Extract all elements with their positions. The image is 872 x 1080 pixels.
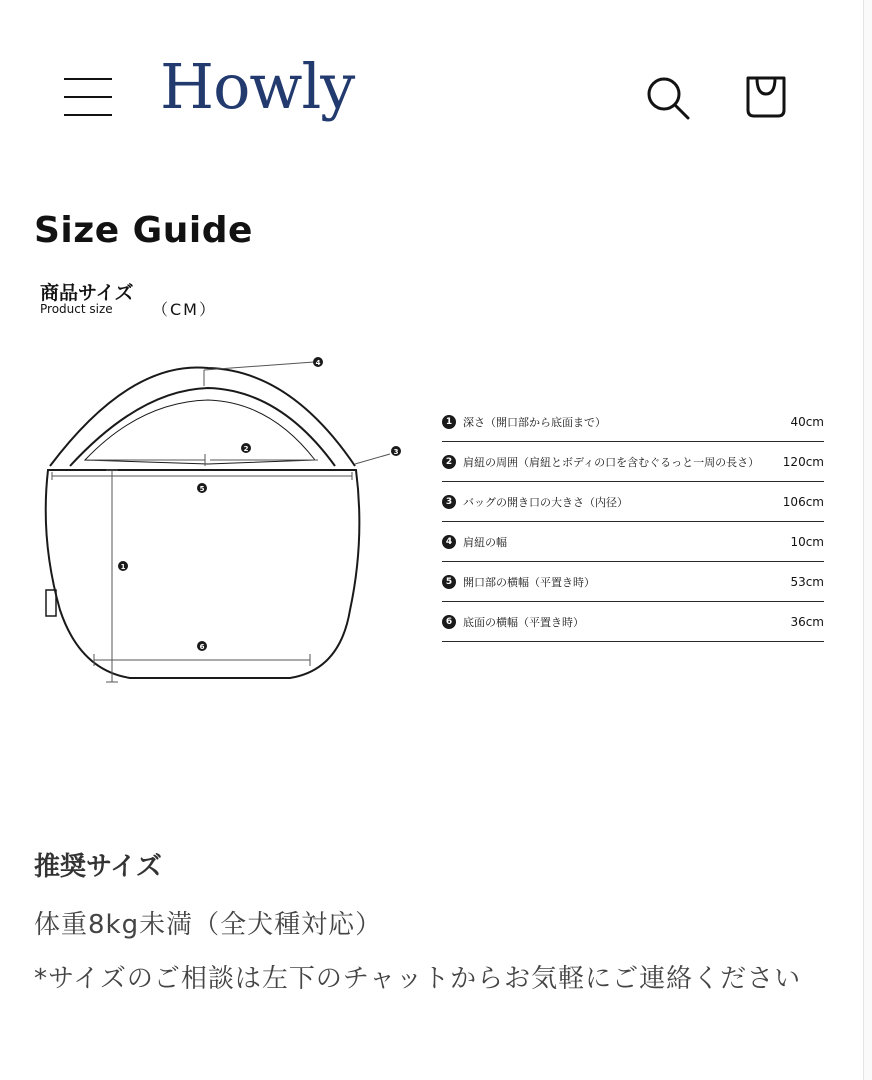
row-number: 3 xyxy=(442,495,456,509)
diagram-marker: 1 xyxy=(120,563,126,571)
cart-icon xyxy=(740,70,792,122)
table-row xyxy=(442,522,824,562)
row-number: 4 xyxy=(442,535,456,549)
row-label-group xyxy=(442,534,507,550)
row-value: 40cm xyxy=(790,414,824,429)
diagram-marker: 5 xyxy=(199,485,205,493)
menu-button[interactable] xyxy=(64,76,112,118)
diagram-marker: 2 xyxy=(243,445,249,453)
row-number: 1 xyxy=(442,415,456,429)
diagram-marker: 4 xyxy=(315,359,321,367)
logo[interactable]: Howly xyxy=(160,50,355,123)
row-label-group xyxy=(442,494,628,510)
table-row xyxy=(442,602,824,642)
row-value: 10cm xyxy=(790,534,824,549)
product-size-heading-jp: 商品サイズ xyxy=(40,282,134,304)
menu-icon-line xyxy=(64,78,112,80)
row-label-group xyxy=(442,414,606,430)
row-label: 深さ（開口部から底面まで） xyxy=(463,415,606,429)
diagram-marker: 3 xyxy=(393,448,399,456)
menu-icon-line xyxy=(64,96,112,98)
row-label-group xyxy=(442,614,584,630)
row-value: 53cm xyxy=(790,574,824,589)
size-table xyxy=(442,402,824,642)
cart-button[interactable] xyxy=(740,70,792,122)
row-label: 開口部の横幅（平置き時） xyxy=(463,575,595,589)
row-label: 肩紐の幅 xyxy=(463,535,507,549)
size-unit: （CM） xyxy=(152,300,217,319)
menu-icon-line xyxy=(64,114,112,116)
search-button[interactable] xyxy=(642,72,694,124)
row-label: バッグの開き口の大きさ（内径） xyxy=(463,495,628,509)
row-value: 120cm xyxy=(782,454,824,469)
table-row xyxy=(442,562,824,602)
row-label-group xyxy=(442,574,595,590)
diagram-marker: 6 xyxy=(199,643,205,651)
recommended-size-text xyxy=(34,898,844,1006)
row-label: 底面の横幅（平置き時） xyxy=(463,615,584,629)
recommended-size-heading: 推奨サイズ xyxy=(34,852,162,882)
row-number: 5 xyxy=(442,575,456,589)
chat-contact-note: *サイズのご相談は左下のチャットからお気軽にご連絡ください xyxy=(34,964,802,994)
scrollbar-track[interactable] xyxy=(863,0,872,1080)
page-title: Size Guide xyxy=(34,210,253,251)
row-value: 106cm xyxy=(782,494,824,509)
row-number: 2 xyxy=(442,455,456,469)
bag-diagram xyxy=(30,340,420,700)
table-row xyxy=(442,442,824,482)
table-row xyxy=(442,402,824,442)
row-value: 36cm xyxy=(790,614,824,629)
row-number: 6 xyxy=(442,615,456,629)
product-size-heading-en: Product size xyxy=(40,302,113,316)
row-label: 肩紐の周囲（肩紐とボディの口を含むぐるっと一周の長さ） xyxy=(463,455,760,469)
row-label-group xyxy=(442,454,759,470)
table-row xyxy=(442,482,824,522)
recommended-weight: 体重8kg未満（全犬種対応） xyxy=(34,910,383,940)
search-icon xyxy=(642,72,694,124)
